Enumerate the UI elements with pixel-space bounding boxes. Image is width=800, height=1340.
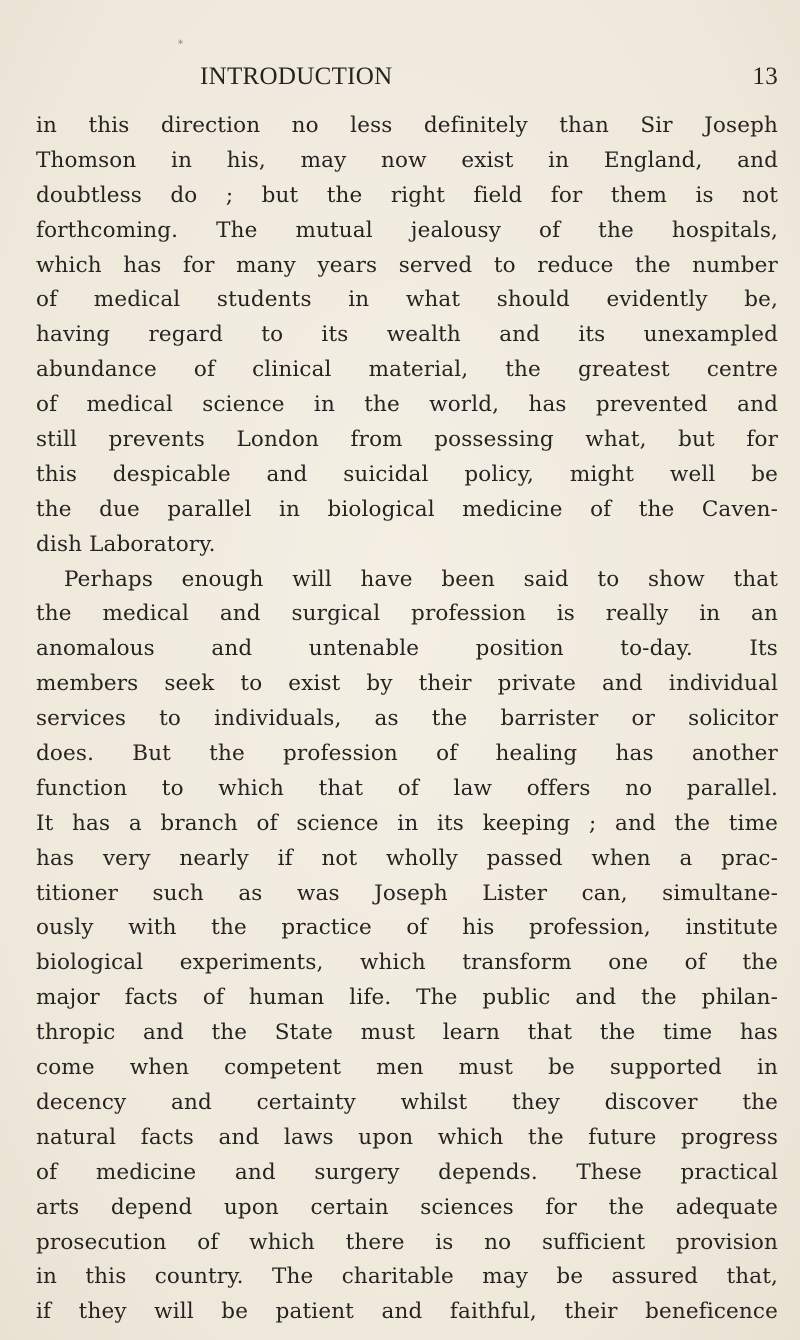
text-line: the medical and surgical profession is really in an [36, 601, 778, 627]
text-line: biological experiments, which transform one of the [36, 950, 778, 976]
text-line: prosecution of which there is no sufficient provision [36, 1229, 778, 1255]
text-line: natural facts and laws upon which the future progress [36, 1124, 778, 1150]
paragraph-start-line: Perhaps enough will have been said to show that [64, 566, 778, 592]
text-line: still prevents London from possessing what, but for [36, 427, 778, 453]
text-line: the due parallel in biological medicine of the Caven- [36, 496, 778, 522]
text-line: of medical students in what should evidently be, [36, 287, 778, 313]
text-line: thropic and the State must learn that the time has [36, 1020, 778, 1046]
text-line: doubtless do ; but the right field for them is not [36, 182, 778, 208]
text-line: forthcoming. The mutual jealousy of the hospitals, [36, 217, 778, 243]
page-number: 13 [752, 63, 778, 90]
text-line: of medicine and surgery depends. These practical [36, 1159, 778, 1185]
text-line: It has a branch of science in its keeping ; and the time [36, 810, 778, 836]
text-line: which has for many years served to reduce the number [36, 252, 778, 278]
body-text [36, 109, 778, 1330]
text-line: services to individuals, as the barrister or solicitor [36, 706, 778, 732]
running-title: INTRODUCTION [200, 63, 393, 90]
text-line: dish Laboratory. [36, 531, 216, 557]
text-line: function to which that of law offers no parallel. [36, 775, 778, 801]
text-line: come when competent men must be supported in [36, 1055, 778, 1081]
text-line: abundance of clinical material, the greatest centre [36, 357, 778, 383]
running-header [200, 62, 778, 92]
text-line: having regard to its wealth and its unexampled [36, 322, 778, 348]
text-line: of medical science in the world, has prevented and [36, 392, 778, 418]
text-line: does. But the profession of healing has another [36, 741, 778, 767]
text-line: in this direction no less definitely than Sir Joseph [36, 113, 778, 138]
text-line: in this country. The charitable may be assured that, [36, 1264, 778, 1290]
text-line: anomalous and untenable position to-day. Its [36, 636, 778, 662]
text-line: titioner such as was Joseph Lister can, simultane- [36, 880, 778, 906]
text-line: members seek to exist by their private and individual [36, 671, 778, 697]
text-line: decency and certainty whilst they discover the [36, 1089, 778, 1115]
text-line: arts depend upon certain sciences for the adequate [36, 1194, 778, 1220]
printer-mark: * [178, 39, 183, 50]
text-line: ously with the practice of his profession, institute [36, 915, 778, 941]
text-line: Thomson in his, may now exist in England, and [36, 147, 778, 173]
text-line: if they will be patient and faithful, their beneficence [36, 1299, 778, 1325]
text-line: this despicable and suicidal policy, might well be [36, 461, 778, 487]
text-line: has very nearly if not wholly passed when a prac- [36, 845, 778, 871]
text-line: major facts of human life. The public and the philan- [36, 985, 778, 1011]
